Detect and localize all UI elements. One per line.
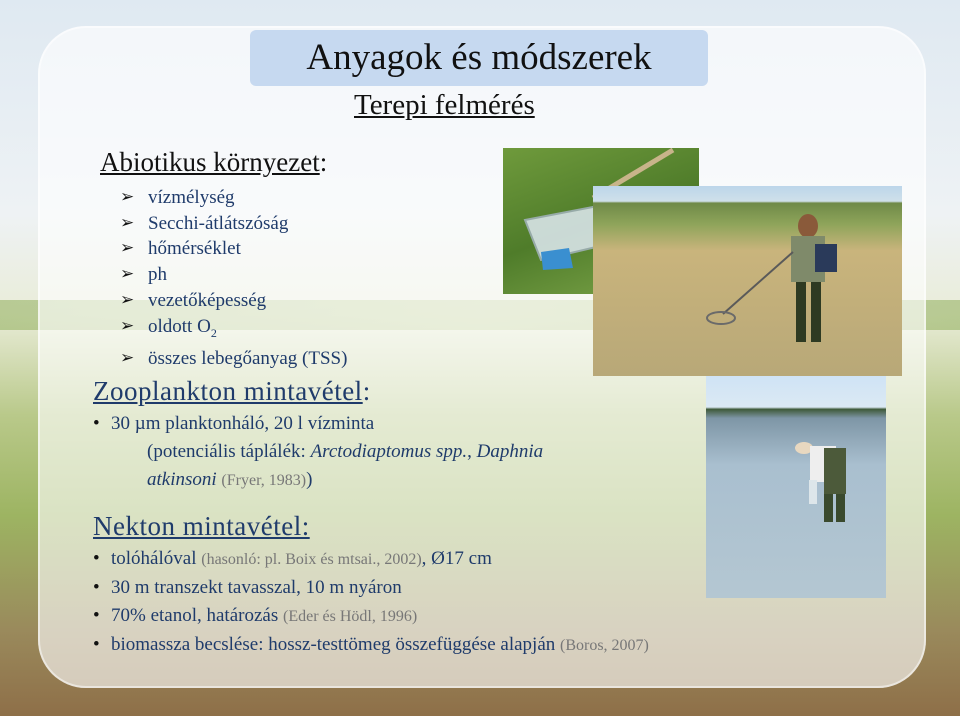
bullet-icon: • xyxy=(93,634,100,655)
arrow-bullet-icon: ➢ xyxy=(120,238,135,259)
list-item: ➢ hőmérséklet xyxy=(148,236,347,262)
page-title: Anyagok és módszerek xyxy=(306,37,652,78)
list-item: ➢ Secchi-átlátszóság xyxy=(148,211,347,237)
nekton-line-2: • 30 m transzekt tavasszal, 10 m nyáron xyxy=(93,575,402,601)
bullet-icon: • xyxy=(93,413,100,434)
list-item: ➢ vízmélység xyxy=(148,185,347,211)
arrow-bullet-icon: ➢ xyxy=(120,187,135,207)
arrow-bullet-icon: ➢ xyxy=(120,315,135,336)
bullet-icon: • xyxy=(93,605,100,626)
nekton-line-3: • 70% etanol, határozás (Eder és Hödl, 1996) xyxy=(93,603,417,630)
list-item: ➢ összes lebegőanyag (TSS) xyxy=(148,346,347,372)
sampling-person-photo xyxy=(706,376,886,598)
nekton-line-4: • biomassza becslése: hossz-testtömeg összefüggése alapján (Boros, 2007) xyxy=(93,632,649,659)
zooplankton-line-3: atkinsoni (Fryer, 1983)) xyxy=(147,469,313,490)
zooplankton-line-1: • 30 µm planktonháló, 20 l vízminta xyxy=(93,411,374,437)
zooplankton-heading: Zooplankton mintavétel: xyxy=(93,376,371,406)
arrow-bullet-icon: ➢ xyxy=(120,289,135,310)
list-item: ➢ vezetőképesség xyxy=(148,288,347,314)
arrow-bullet-icon: ➢ xyxy=(120,348,135,369)
nekton-line-1: • tolóhálóval (hasonló: pl. Boix és mtsai., 2002), Ø17 cm xyxy=(93,546,492,573)
page-subtitle: Terepi felmérés xyxy=(354,89,535,121)
list-item: ➢ oldott $O_2$ xyxy=(120,315,217,340)
nekton-heading: Nekton mintavétel: xyxy=(93,511,310,541)
list-item: ➢ ph xyxy=(148,262,347,288)
bullet-icon: • xyxy=(93,577,100,598)
arrow-bullet-icon: ➢ xyxy=(120,264,135,285)
abiotic-heading: Abiotikus környezet: xyxy=(100,147,328,177)
zooplankton-line-2: (potenciális táplálék: Arctodiaptomus spp., Daphnia xyxy=(147,441,544,462)
field-worker-photo xyxy=(593,186,902,376)
abiotic-list xyxy=(120,185,348,372)
bullet-icon: • xyxy=(93,548,100,569)
arrow-bullet-icon: ➢ xyxy=(120,212,135,233)
